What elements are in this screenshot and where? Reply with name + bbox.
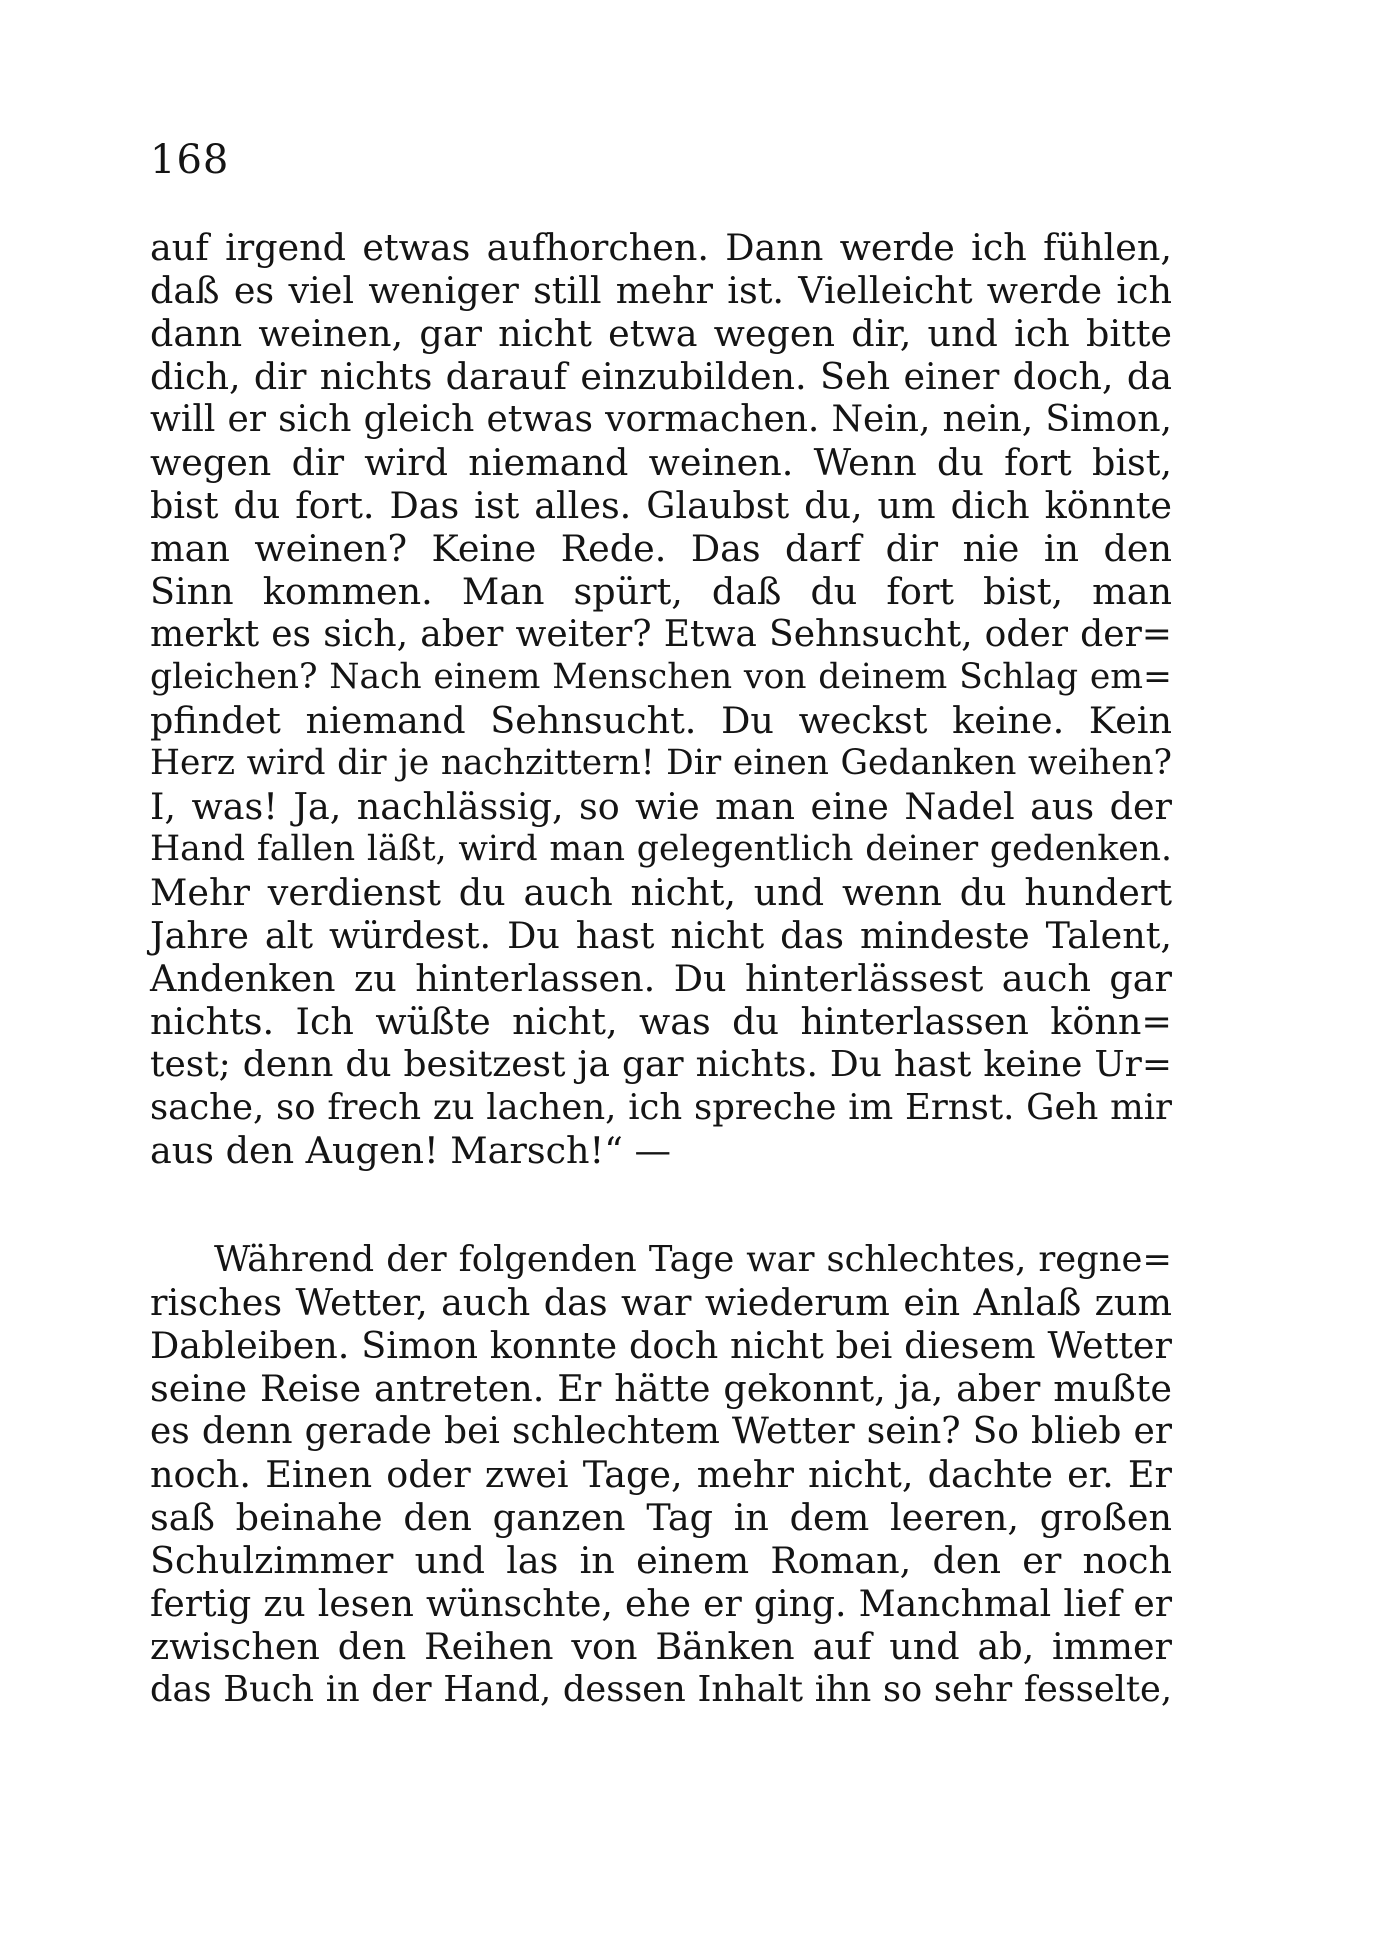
paragraph-new [150,1238,1172,1711]
text-line: wegen dir wird niemand weinen. Wenn du fort bist, [150,441,1172,484]
paragraph-continuation [150,226,1172,1172]
text-line: saß beinahe den ganzen Tag in dem leeren, großen [150,1496,1172,1539]
text-line: Während der folgenden Tage war schlechtes, regne= [214,1239,1172,1280]
text-line: nichts. Ich wüßte nicht, was du hinterlassen könn= [150,1000,1172,1043]
text-line: das Buch in der Hand, dessen Inhalt ihn so sehr fesselte, [150,1669,1172,1710]
page-number: 168 [150,137,230,183]
text-line: aus den Augen! Marsch!“ — [150,1129,671,1172]
text-line: bist du fort. Das ist alles. Glaubst du, um dich könnte [150,484,1172,527]
text-line: I, was! Ja, nachlässig, so wie man eine Nadel aus der [150,785,1172,828]
text-line: merkt es sich, aber weiter? Etwa Sehnsucht, oder der= [150,613,1172,655]
text-line: dich, dir nichts darauf einzubilden. Seh einer doch, da [150,355,1172,398]
text-line: Hand fallen läßt, wird man gelegentlich deiner gedenken. [150,829,1172,869]
text-line: pfindet niemand Sehnsucht. Du weckst keine. Kein [150,699,1172,742]
text-line: risches Wetter, auch das war wiederum ein Anlaß zum [150,1281,1172,1324]
text-line: Jahre alt würdest. Du hast nicht das mindeste Talent, [150,914,1172,957]
text-line: seine Reise antreten. Er hätte gekonnt, ja, aber mußte [150,1367,1172,1410]
text-line: test; denn du besitzest ja gar nichts. Du hast keine Ur= [150,1044,1172,1085]
text-line: Schulzimmer und las in einem Roman, den er noch [150,1539,1172,1582]
text-line: man weinen? Keine Rede. Das darf dir nie in den [150,527,1172,570]
text-line: Sinn kommen. Man spürt, daß du fort bist, man [150,570,1172,613]
text-line: dann weinen, gar nicht etwa wegen dir, und ich bitte [150,312,1172,355]
text-line: sache, so frech zu lachen, ich spreche im Ernst. Geh mir [150,1087,1172,1128]
text-line: daß es viel weniger still mehr ist. Vielleicht werde ich [150,269,1172,312]
text-line: Mehr verdienst du auch nicht, und wenn du hundert [150,871,1172,914]
text-line: fertig zu lesen wünschte, ehe er ging. Manchmal lief er [150,1582,1172,1625]
text-line: Andenken zu hinterlassen. Du hinterlässest auch gar [150,957,1172,1000]
text-line: zwischen den Reihen von Bänken auf und ab, immer [150,1625,1172,1668]
text-line: auf irgend etwas aufhorchen. Dann werde ich fühlen, [150,226,1172,269]
text-line: es denn gerade bei schlechtem Wetter sein? So blieb er [150,1411,1172,1452]
text-line: Dableiben. Simon konnte doch nicht bei diesem Wetter [150,1324,1172,1367]
text-line: will er sich gleich etwas vormachen. Nein, nein, Simon, [150,399,1172,440]
text-line: Herz wird dir je nachzittern! Dir einen Gedanken weihen? [150,743,1172,783]
text-line: noch. Einen oder zwei Tage, mehr nicht, dachte er. Er [150,1453,1172,1496]
text-line: gleichen? Nach einem Menschen von deinem Schlag em= [150,657,1172,697]
